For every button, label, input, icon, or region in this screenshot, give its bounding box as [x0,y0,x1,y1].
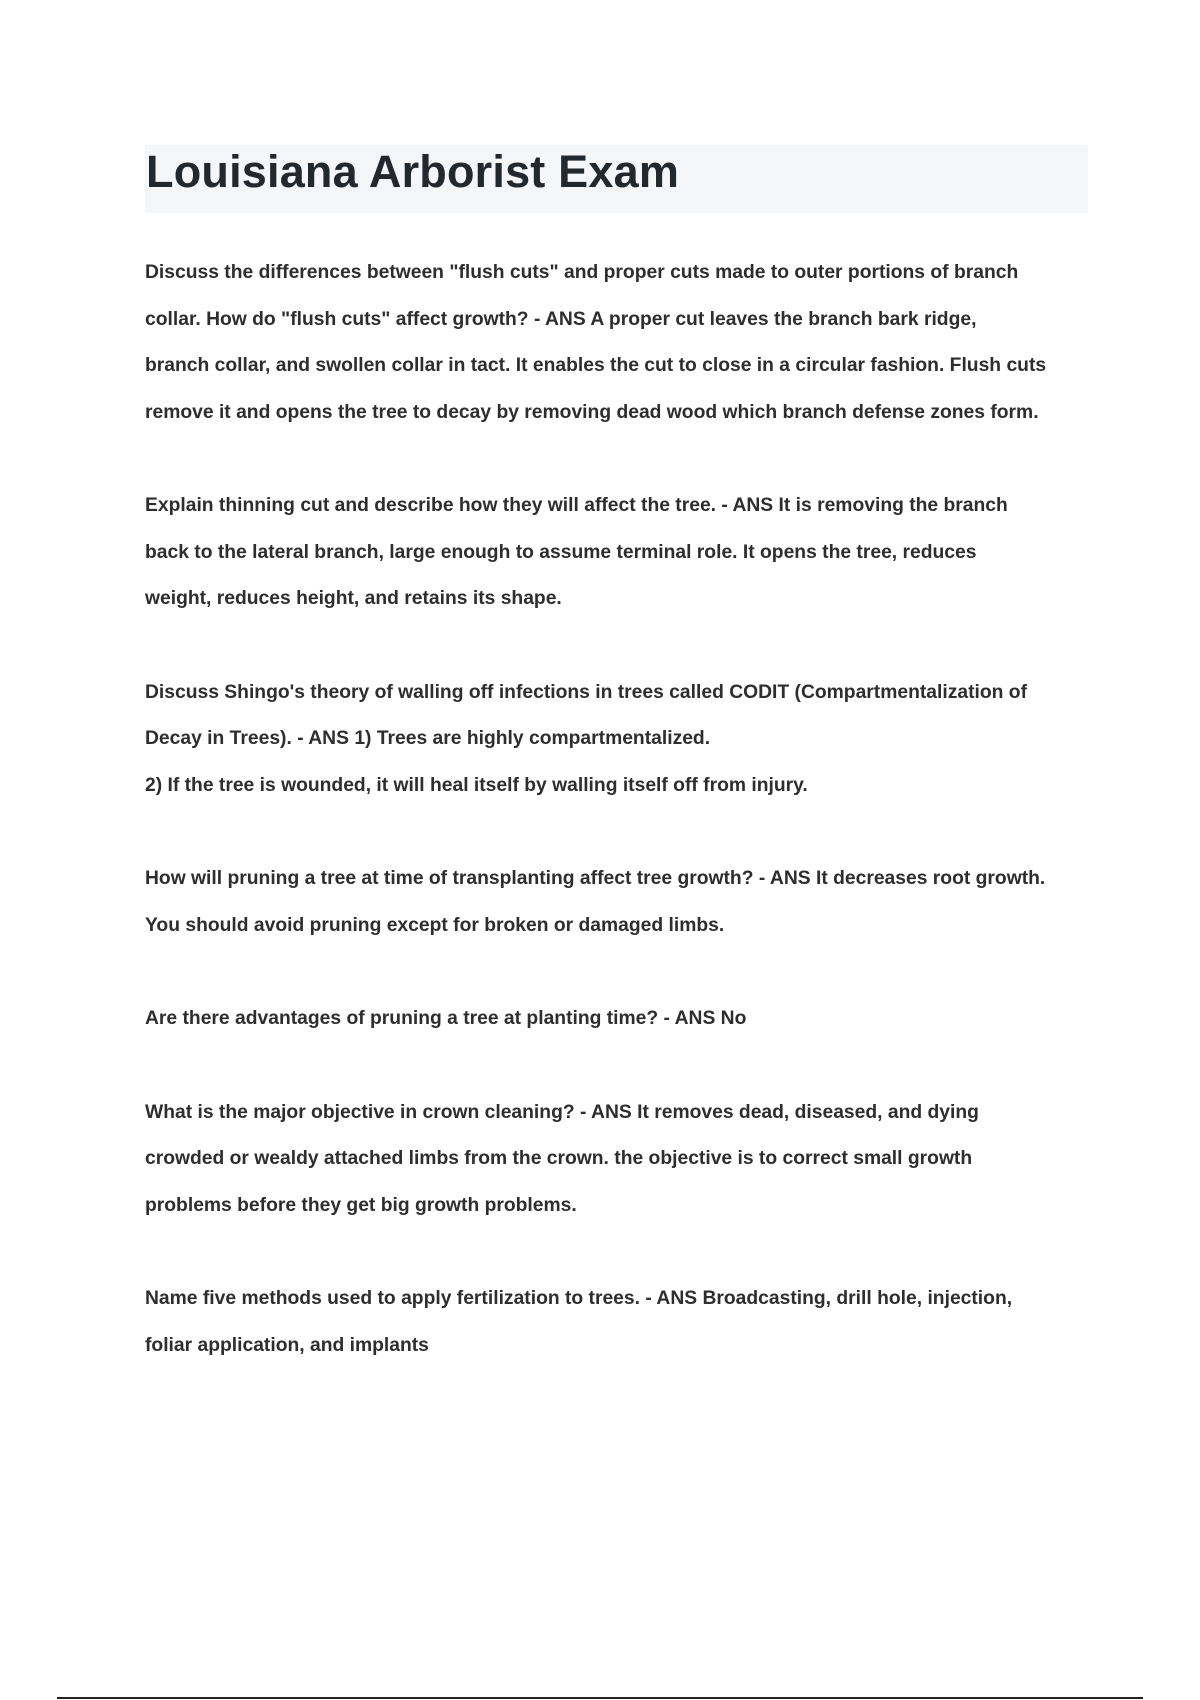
qa-line: problems before they get big growth problems. [145,1194,577,1216]
qa-line: Discuss the differences between "flush cuts" and proper cuts made to outer portions of branch [145,262,1019,283]
qa-entry-thinning-cut [145,483,1095,623]
qa-line: Discuss Shingo's theory of walling off infections in trees called CODIT (Compartmentalization of [145,681,1027,703]
qa-line: foliar application, and implants [145,1334,429,1356]
qa-line: remove it and opens the tree to decay by removing dead wood which branch defense zones form. [145,401,1039,423]
qa-entry-transplant-pruning [145,856,1095,949]
qa-entry-fertilization [145,1276,1095,1369]
qa-entry-planting-pruning [145,996,1095,1043]
footer-divider [57,1697,1143,1699]
qa-line: branch collar, and swollen collar in tact. It enables the cut to close in a circular fashion. Flush cuts [145,355,1047,376]
document-body [145,250,1095,1416]
qa-entry-flush-cuts [145,250,1095,436]
qa-line: collar. How do "flush cuts" affect growth? - ANS A proper cut leaves the branch bark ridge, [145,308,977,330]
qa-line: 2) If the tree is wounded, it will heal itself by walling itself off from injury. [145,774,808,796]
qa-line: crowded or wealdy attached limbs from the crown. the objective is to correct small growth [145,1148,973,1169]
qa-line: back to the lateral branch, large enough to assume terminal role. It opens the tree, reduces [145,541,977,563]
qa-line: Are there advantages of pruning a tree at planting time? - ANS No [145,1008,747,1029]
qa-line: Explain thinning cut and describe how they will affect the tree. - ANS It is removing the branch [145,495,1008,516]
qa-line: weight, reduces height, and retains its shape. [145,588,562,609]
document-title: Louisiana Arborist Exam [146,146,680,197]
qa-line: What is the major objective in crown cleaning? - ANS It removes dead, diseased, and dying [145,1101,979,1123]
qa-entry-crown-cleaning [145,1090,1095,1230]
qa-line: Name five methods used to apply fertilization to trees. - ANS Broadcasting, drill hole, injection, [145,1288,1013,1309]
qa-line: Decay in Trees). - ANS 1) Trees are highly compartmentalized. [145,728,711,749]
qa-line: You should avoid pruning except for broken or damaged limbs. [145,914,725,936]
qa-entry-codit [145,670,1095,810]
qa-line: How will pruning a tree at time of transplanting affect tree growth? - ANS It decreases root growth. [145,868,1046,889]
